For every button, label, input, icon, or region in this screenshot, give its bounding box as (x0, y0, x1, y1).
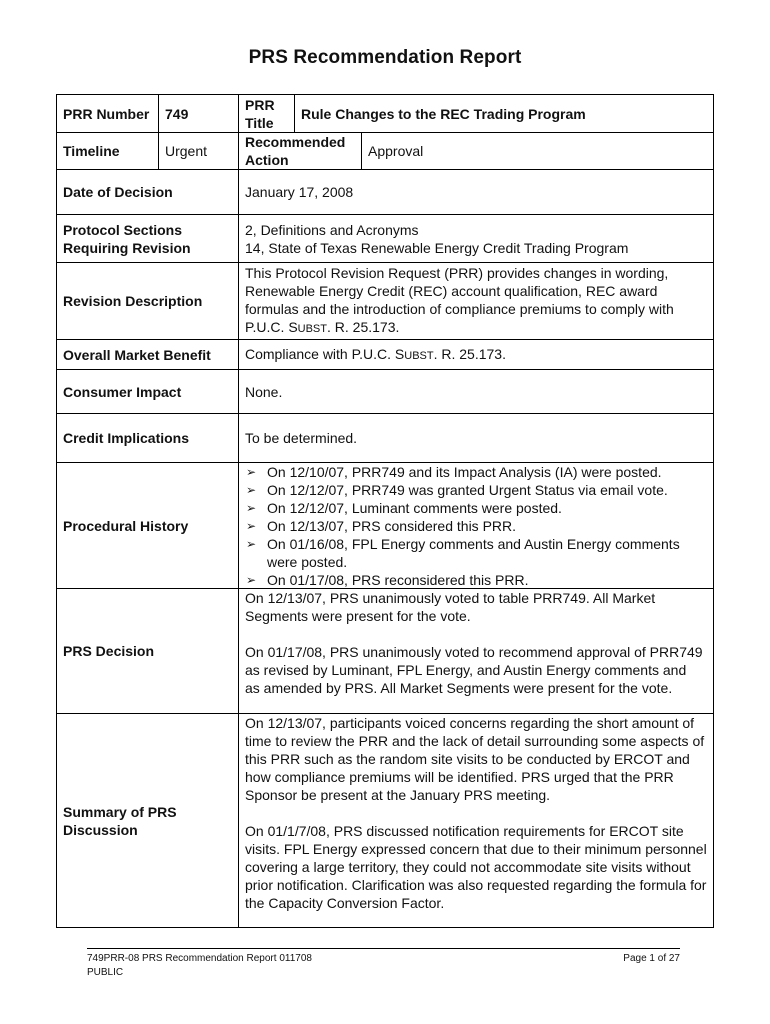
credit-implications-value: To be determined. (245, 430, 358, 446)
prr-number-value: 749 (165, 105, 189, 122)
date-of-decision-label: Date of Decision (63, 184, 173, 200)
procedural-history-label: Procedural History (63, 517, 189, 534)
decision-paragraph: On 01/17/08, PRS unanimously voted to recommend approval of PRR749 as revised by Luminant, FPL Energy, and Austin Energy comments and as amended by PRS. All Market Segments were present for the vote. (245, 644, 703, 696)
decision-paragraph: On 12/13/07, PRS unanimously voted to table PRR749. All Market Segments were present for the vote. (245, 590, 656, 624)
benefit-text-before: Compliance with P.U.C. S (245, 345, 405, 362)
report-title: PRS Recommendation Report (248, 47, 522, 68)
summary-paragraph: On 01/1/7/08, PRS discussed notification requirements for ERCOT site visits. FPL Energy expressed concern that due to their minimum personnel covering a large territory, they could not accommodate site visits without prior notification. Clarification was also requested regarding the formula for the Capacity Conversion Factor. (245, 823, 707, 911)
prr-title-label: PRR Title (245, 96, 275, 131)
market-benefit-label: Overall Market Benefit (63, 346, 211, 363)
procedural-history-value (239, 463, 713, 588)
footer-page-number: Page 1 of 27 (623, 953, 680, 964)
summary-discussion-value (239, 714, 713, 927)
list-item: ➢ On 12/12/07, PRR749 was granted Urgent Status via email vote. (239, 481, 707, 499)
revision-text-before: This Protocol Revision Request (PRR) provides changes in wording, Renewable Energy Credit (REC) account qualification, REC award formulas and the introduction of compliance premiums to comply with P.U.C. S (245, 265, 674, 335)
summary-paragraph: On 12/13/07, participants voiced concerns regarding the short amount of time to review the PRR and the lack of detail surrounding some aspects of this PRR such as the random site visits to be conducted by ERCOT and how compliance premiums will be identified. PRS urged that the PRR Sponsor be present at the January PRS meeting. (245, 715, 705, 803)
list-item: ➢ On 12/12/07, Luminant comments were posted. (239, 499, 707, 517)
timeline-label: Timeline (63, 143, 120, 159)
footer-document-name: 749PRR-08 PRS Recommendation Report 011708 (87, 953, 312, 964)
protocol-section-line: 2, Definitions and Acronyms (245, 221, 419, 238)
summary-discussion-label: Summary of PRS Discussion (63, 803, 177, 838)
recommended-action-value: Approval (368, 143, 424, 159)
benefit-text-after: . R. 25.173. (433, 345, 506, 362)
list-item: ➢ On 12/13/07, PRS considered this PRR. (239, 517, 707, 535)
date-of-decision-value: January 17, 2008 (245, 184, 354, 200)
report-table (56, 94, 714, 928)
protocol-sections-label: Protocol Sections Requiring Revision (63, 221, 191, 256)
timeline-value: Urgent (165, 143, 208, 159)
procedural-history-list (239, 463, 707, 589)
revision-description-value (239, 263, 713, 339)
consumer-impact-value: None. (245, 383, 283, 400)
prr-title-value: Rule Changes to the REC Trading Program (301, 105, 586, 122)
protocol-sections-value (239, 215, 713, 262)
revision-text-after: . R. 25.173. (327, 319, 400, 335)
protocol-section-line: 14, State of Texas Renewable Energy Credit Trading Program (245, 239, 629, 256)
revision-text-smallcaps: UBST (297, 323, 327, 335)
market-benefit-value (239, 340, 713, 369)
footer-classification: PUBLIC (87, 967, 124, 978)
prs-decision-value (239, 589, 713, 713)
list-item: ➢ On 01/17/08, PRS reconsidered this PRR. (239, 571, 707, 589)
list-item: ➢ On 12/10/07, PRR749 and its Impact Analysis (IA) were posted. (239, 463, 707, 481)
consumer-impact-label: Consumer Impact (63, 383, 182, 400)
recommended-action-label: Recommended Action (245, 134, 346, 168)
list-item: ➢ On 01/16/08, FPL Energy comments and Austin Energy comments were posted. (239, 535, 707, 571)
benefit-text-smallcaps: UBST (404, 349, 434, 362)
credit-implications-label: Credit Implications (63, 430, 190, 446)
prs-decision-label: PRS Decision (63, 643, 155, 659)
revision-description-label: Revision Description (63, 293, 203, 309)
prr-number-label: PRR Number (63, 105, 150, 122)
page-footer (87, 948, 680, 980)
